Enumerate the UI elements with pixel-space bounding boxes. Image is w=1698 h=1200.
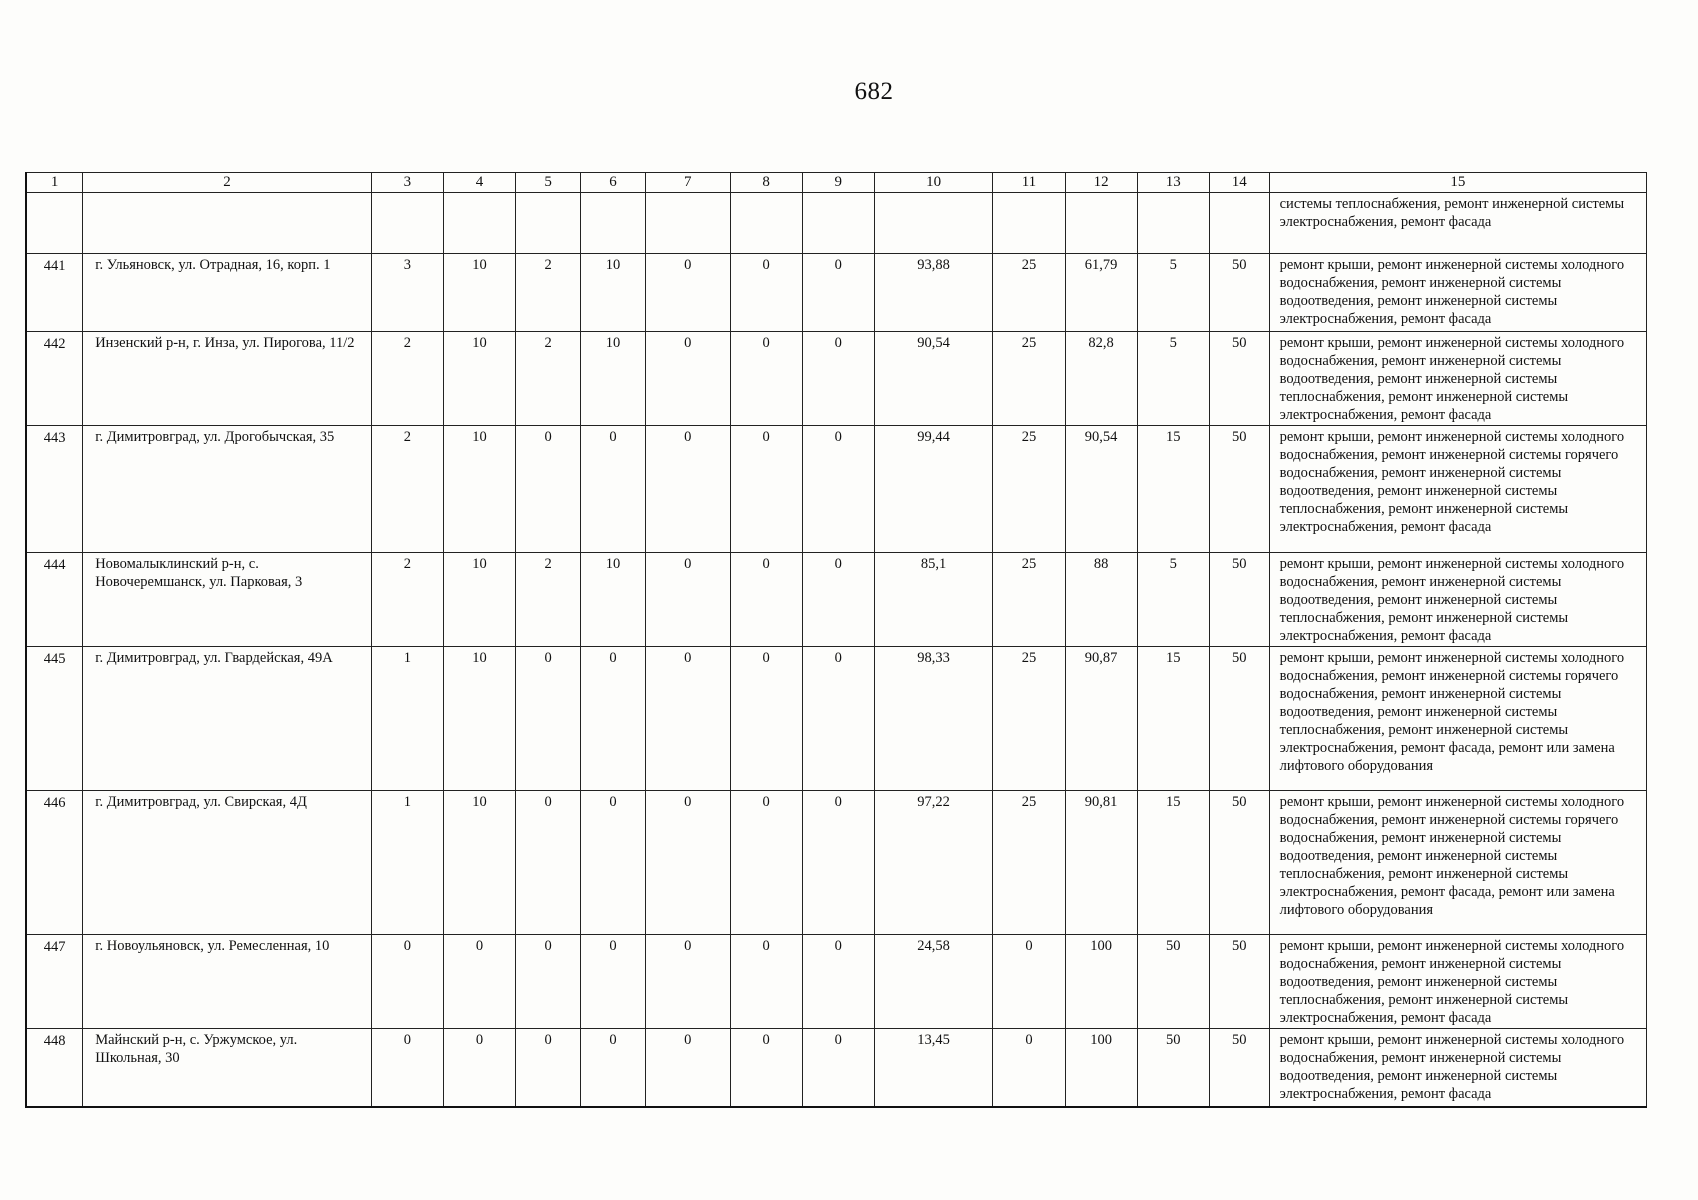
- table-row: [26, 791, 1647, 935]
- header-row: [26, 173, 1647, 193]
- col12-cell: 82,8: [1065, 332, 1137, 426]
- row-number-cell: 444: [26, 553, 83, 647]
- col11-cell: 0: [993, 1029, 1065, 1108]
- page-number: 682: [854, 78, 894, 105]
- col13-cell: 15: [1137, 791, 1209, 935]
- col5-cell: 2: [516, 254, 581, 332]
- col12-cell: 61,79: [1065, 254, 1137, 332]
- col13-cell: 5: [1137, 332, 1209, 426]
- col5-cell: 0: [516, 791, 581, 935]
- col14-cell: 50: [1209, 426, 1269, 553]
- column-header: 9: [802, 173, 874, 193]
- table-row: [26, 332, 1647, 426]
- col12-cell: 100: [1065, 935, 1137, 1029]
- col8-cell: 0: [730, 1029, 802, 1108]
- row-number-cell: 442: [26, 332, 83, 426]
- row-number-cell: 448: [26, 1029, 83, 1108]
- col8-cell: 0: [730, 791, 802, 935]
- col9-cell: 0: [802, 935, 874, 1029]
- col11-cell: 25: [993, 647, 1065, 791]
- col6-cell: 0: [581, 647, 646, 791]
- address-cell: Майнский р-н, с. Уржумское, ул. Школьная, 30: [83, 1029, 372, 1108]
- col7-cell: 0: [646, 254, 731, 332]
- col9-cell: 0: [802, 254, 874, 332]
- col9-cell: 0: [802, 1029, 874, 1108]
- col12-cell: 90,87: [1065, 647, 1137, 791]
- column-header: 3: [371, 173, 443, 193]
- col5-cell: 2: [516, 553, 581, 647]
- col5-cell: 0: [516, 647, 581, 791]
- column-header: 10: [874, 173, 993, 193]
- column-header: 13: [1137, 173, 1209, 193]
- col13-cell: 5: [1137, 254, 1209, 332]
- row-number-cell: 447: [26, 935, 83, 1029]
- col3-cell: 2: [371, 332, 443, 426]
- col13-cell: 15: [1137, 426, 1209, 553]
- column-header: 2: [83, 173, 372, 193]
- col7-cell: 0: [646, 426, 731, 553]
- col10-cell: 24,58: [874, 935, 993, 1029]
- col7-cell: 0: [646, 553, 731, 647]
- col14-cell: 50: [1209, 791, 1269, 935]
- work-list-cell: ремонт крыши, ремонт инженерной системы холодного водоснабжения, ремонт инженерной системы водоотведения, ремонт инженерной системы теплоснабжения, ремонт инженерной системы электроснабжения, ремонт фасада: [1269, 332, 1646, 426]
- table-row: [26, 1029, 1647, 1108]
- work-list-cell: ремонт крыши, ремонт инженерной системы холодного водоснабжения, ремонт инженерной системы водоотведения, ремонт инженерной системы теплоснабжения, ремонт инженерной системы электроснабжения, ремонт фасада: [1269, 553, 1646, 647]
- col12-cell: 88: [1065, 553, 1137, 647]
- col11-cell: 25: [993, 332, 1065, 426]
- address-cell: г. Ульяновск, ул. Отрадная, 16, корп. 1: [83, 254, 372, 332]
- col9-cell: 0: [802, 426, 874, 553]
- col13-cell: 50: [1137, 935, 1209, 1029]
- row-number-cell: 446: [26, 791, 83, 935]
- col10-cell: 98,33: [874, 647, 993, 791]
- table-row: [26, 553, 1647, 647]
- col7-cell: 0: [646, 332, 731, 426]
- col11-cell: 25: [993, 791, 1065, 935]
- column-header: 15: [1269, 173, 1646, 193]
- col10-cell: 99,44: [874, 426, 993, 553]
- col7-cell: 0: [646, 647, 731, 791]
- col8-cell: 0: [730, 935, 802, 1029]
- column-header: 12: [1065, 173, 1137, 193]
- column-header: 11: [993, 173, 1065, 193]
- row-number-cell: 441: [26, 254, 83, 332]
- col9-cell: 0: [802, 332, 874, 426]
- column-header: 7: [646, 173, 731, 193]
- col4-cell: 10: [443, 254, 515, 332]
- col13-cell: 15: [1137, 647, 1209, 791]
- col4-cell: 10: [443, 791, 515, 935]
- col9-cell: 0: [802, 647, 874, 791]
- col7-cell: 0: [646, 1029, 731, 1108]
- work-list-cell: ремонт крыши, ремонт инженерной системы холодного водоснабжения, ремонт инженерной системы горячего водоснабжения, ремонт инженерной системы водоотведения, ремонт инженерной системы теплоснабжения, ремонт инженерной системы электроснабжения, ремонт фасада: [1269, 426, 1646, 553]
- col6-cell: 10: [581, 332, 646, 426]
- address-cell: Инзенский р-н, г. Инза, ул. Пирогова, 11/2: [83, 332, 372, 426]
- col14-cell: 50: [1209, 553, 1269, 647]
- col4-cell: 0: [443, 1029, 515, 1108]
- column-header: 1: [26, 173, 83, 193]
- col12-cell: 100: [1065, 1029, 1137, 1108]
- col14-cell: 50: [1209, 647, 1269, 791]
- address-cell: г. Новоульяновск, ул. Ремесленная, 10: [83, 935, 372, 1029]
- work-list-cell: ремонт крыши, ремонт инженерной системы холодного водоснабжения, ремонт инженерной системы водоотведения, ремонт инженерной системы электроснабжения, ремонт фасада: [1269, 1029, 1646, 1108]
- col8-cell: 0: [730, 647, 802, 791]
- col14-cell: 50: [1209, 1029, 1269, 1108]
- col10-cell: 97,22: [874, 791, 993, 935]
- col3-cell: 1: [371, 791, 443, 935]
- col3-cell: 0: [371, 935, 443, 1029]
- work-list-cell: ремонт крыши, ремонт инженерной системы холодного водоснабжения, ремонт инженерной системы горячего водоснабжения, ремонт инженерной системы водоотведения, ремонт инженерной системы теплоснабжения, ремонт инженерной системы электроснабжения, ремонт фасада, ремонт или замена лифтового оборудования: [1269, 647, 1646, 791]
- register-table: [25, 172, 1647, 1108]
- col4-cell: 10: [443, 332, 515, 426]
- col8-cell: 0: [730, 332, 802, 426]
- address-cell: г. Димитровград, ул. Свирская, 4Д: [83, 791, 372, 935]
- work-list-cell: ремонт крыши, ремонт инженерной системы холодного водоснабжения, ремонт инженерной системы водоотведения, ремонт инженерной системы электроснабжения, ремонт фасада: [1269, 254, 1646, 332]
- col6-cell: 0: [581, 426, 646, 553]
- col14-cell: 50: [1209, 332, 1269, 426]
- col9-cell: 0: [802, 553, 874, 647]
- table-row: [26, 935, 1647, 1029]
- continuation-row: [26, 193, 1647, 254]
- table-row: [26, 647, 1647, 791]
- work-list-cell: ремонт крыши, ремонт инженерной системы холодного водоснабжения, ремонт инженерной системы водоотведения, ремонт инженерной системы теплоснабжения, ремонт инженерной системы электроснабжения, ремонт фасада: [1269, 935, 1646, 1029]
- col11-cell: 0: [993, 935, 1065, 1029]
- address-cell: Новомалыклинский р-н, с. Новочеремшанск, ул. Парковая, 3: [83, 553, 372, 647]
- col5-cell: 0: [516, 1029, 581, 1108]
- col14-cell: 50: [1209, 254, 1269, 332]
- col6-cell: 10: [581, 254, 646, 332]
- col4-cell: 0: [443, 935, 515, 1029]
- col3-cell: 2: [371, 553, 443, 647]
- col11-cell: 25: [993, 426, 1065, 553]
- col14-cell: 50: [1209, 935, 1269, 1029]
- col3-cell: 0: [371, 1029, 443, 1108]
- row-number-cell: 443: [26, 426, 83, 553]
- col6-cell: 0: [581, 791, 646, 935]
- address-cell: г. Димитровград, ул. Гвардейская, 49А: [83, 647, 372, 791]
- work-list-cell: ремонт крыши, ремонт инженерной системы холодного водоснабжения, ремонт инженерной системы горячего водоснабжения, ремонт инженерной системы водоотведения, ремонт инженерной системы теплоснабжения, ремонт инженерной системы электроснабжения, ремонт фасада, ремонт или замена лифтового оборудования: [1269, 791, 1646, 935]
- col5-cell: 2: [516, 332, 581, 426]
- col13-cell: 5: [1137, 553, 1209, 647]
- col6-cell: 0: [581, 935, 646, 1029]
- col3-cell: 1: [371, 647, 443, 791]
- col10-cell: 85,1: [874, 553, 993, 647]
- col7-cell: 0: [646, 791, 731, 935]
- table-row: [26, 426, 1647, 553]
- col5-cell: 0: [516, 935, 581, 1029]
- col4-cell: 10: [443, 553, 515, 647]
- col8-cell: 0: [730, 254, 802, 332]
- col10-cell: 93,88: [874, 254, 993, 332]
- col4-cell: 10: [443, 426, 515, 553]
- column-header: 14: [1209, 173, 1269, 193]
- table-row: [26, 254, 1647, 332]
- address-cell: г. Димитровград, ул. Дрогобычская, 35: [83, 426, 372, 553]
- col11-cell: 25: [993, 553, 1065, 647]
- col7-cell: 0: [646, 935, 731, 1029]
- col6-cell: 10: [581, 553, 646, 647]
- col5-cell: 0: [516, 426, 581, 553]
- col11-cell: 25: [993, 254, 1065, 332]
- column-header: 4: [443, 173, 515, 193]
- col4-cell: 10: [443, 647, 515, 791]
- work-list-cell: системы теплоснабжения, ремонт инженерной системы электроснабжения, ремонт фасада: [1269, 193, 1646, 254]
- col8-cell: 0: [730, 426, 802, 553]
- col3-cell: 2: [371, 426, 443, 553]
- col6-cell: 0: [581, 1029, 646, 1108]
- column-header: 6: [581, 173, 646, 193]
- column-header: 5: [516, 173, 581, 193]
- col13-cell: 50: [1137, 1029, 1209, 1108]
- col12-cell: 90,81: [1065, 791, 1137, 935]
- row-number-cell: 445: [26, 647, 83, 791]
- col12-cell: 90,54: [1065, 426, 1137, 553]
- col9-cell: 0: [802, 791, 874, 935]
- column-header: 8: [730, 173, 802, 193]
- col10-cell: 13,45: [874, 1029, 993, 1108]
- col3-cell: 3: [371, 254, 443, 332]
- col10-cell: 90,54: [874, 332, 993, 426]
- col8-cell: 0: [730, 553, 802, 647]
